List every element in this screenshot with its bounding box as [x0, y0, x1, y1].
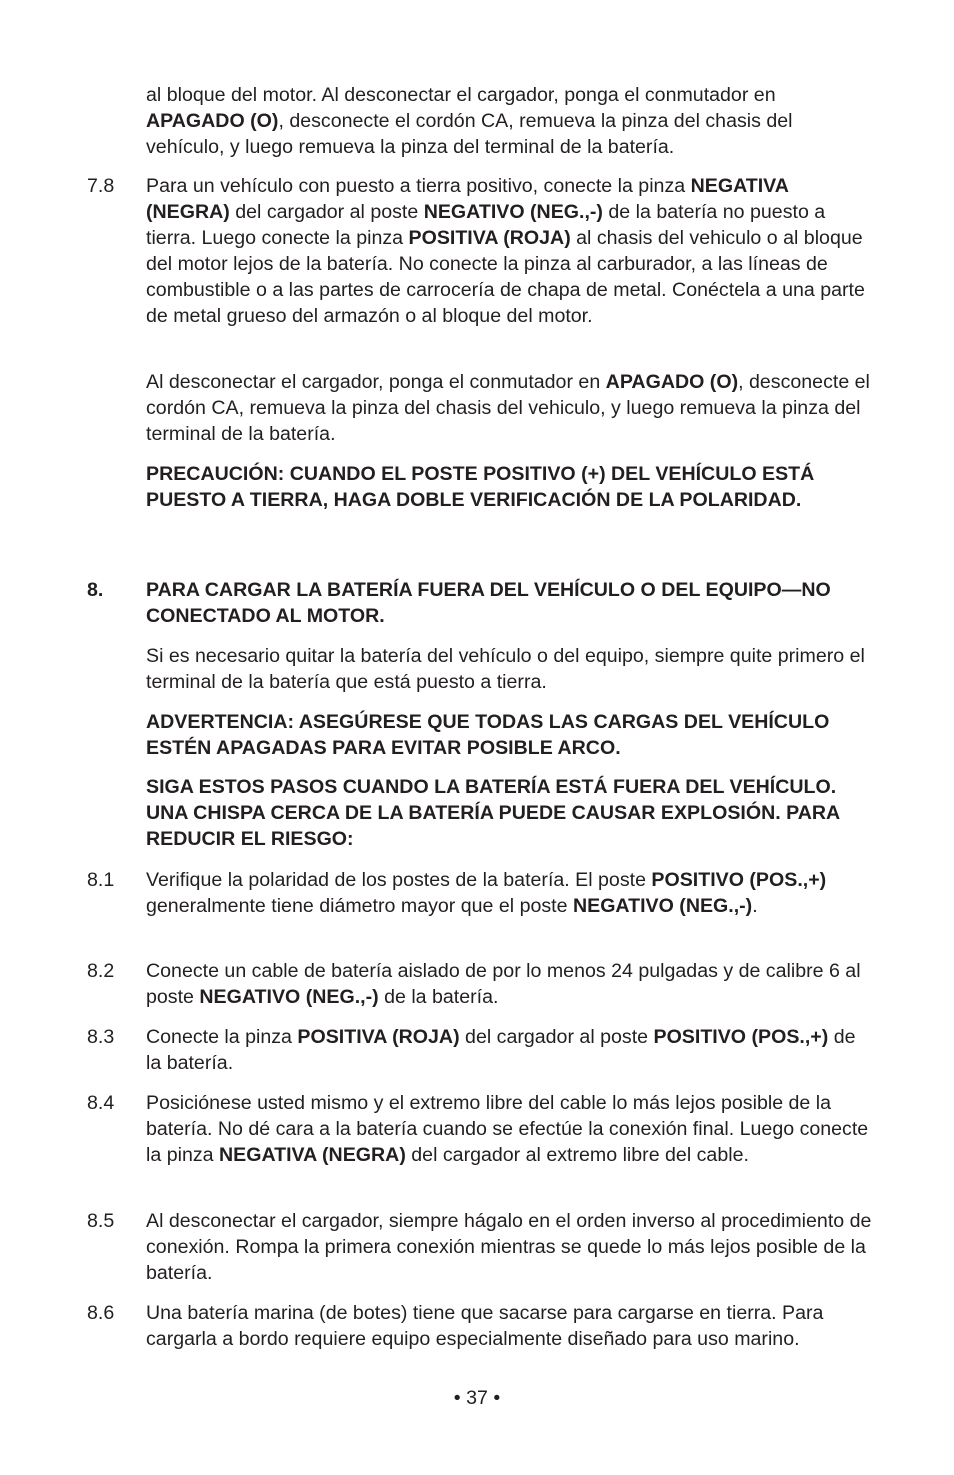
bold-text: NEGATIVO (NEG.,-)	[199, 986, 379, 1008]
item-7-8-text	[146, 173, 874, 329]
bold-text: APAGADO (O)	[146, 110, 279, 132]
text: Al desconectar el cargador, ponga el conmutador en	[146, 371, 606, 393]
text: del cargador al extremo libre del cable.	[405, 1144, 749, 1166]
text: de la batería.	[378, 986, 499, 1008]
item-8-5-text: Al desconectar el cargador, siempre hágalo en el orden inverso al procedimiento de conexión. Rompa la primera conexión mientras se quede lo más lejos posible de la batería.	[146, 1210, 872, 1284]
section-8-heading: PARA CARGAR LA BATERÍA FUERA DEL VEHÍCULO O DEL EQUIPO—NO CONECTADO AL MOTOR.	[146, 579, 831, 627]
item-8-2-text	[146, 958, 874, 1010]
item-8-6-text: Una batería marina (de botes) tiene que sacarse para cargarse en tierra. Para cargarla a bordo requiere equipo especialmente diseñado para uso marino.	[146, 1302, 824, 1350]
bold-text: NEGATIVO (NEG.,-)	[423, 201, 603, 223]
text: generalmente tiene diámetro mayor que el poste	[146, 895, 573, 917]
item-number-8-6: 8.6	[87, 1302, 115, 1324]
bold-text: NEGATIVO (NEG.,-)	[572, 895, 753, 917]
text: Posiciónese usted mismo y el extremo libre del cable lo más lejos posible de la batería. No dé cara a la batería cuando se efectúe la conexión final. Luego conecte la pinza	[146, 1092, 869, 1166]
page-number: • 37 •	[453, 1387, 501, 1409]
item-number-7-8: 7.8	[87, 175, 115, 197]
caution-note: PRECAUCIÓN: CUANDO EL POSTE POSITIVO (+) DEL VEHÍCULO ESTÁ PUESTO A TIERRA, HAGA DOBLE VERIFICACIÓN DE LA POLARIDAD.	[146, 463, 815, 511]
bold-text: POSITIVA (ROJA)	[297, 1026, 460, 1048]
item-number-8-4: 8.4	[87, 1092, 115, 1114]
item-number-8-5: 8.5	[87, 1210, 115, 1232]
text: de la batería.	[146, 1026, 856, 1074]
text: de la batería no puesto a tierra. Luego conecte la pinza	[146, 201, 826, 249]
text: al chasis del vehiculo o al bloque del motor lejos de la batería. No conecte la pinza al carburador, a las líneas de combustible o a las partes de carrocería de chapa de metal. Conéctela a una parte de metal grueso del armazón o al bloque del motor.	[146, 227, 865, 327]
item-8-1-text	[146, 867, 874, 919]
text: Conecte la pinza	[146, 1026, 298, 1048]
text: del cargador al poste	[229, 201, 424, 223]
text: al bloque del motor. Al desconectar el cargador, ponga el conmutador en	[146, 84, 776, 106]
item-number-8-2: 8.2	[87, 960, 115, 982]
bold-text: NEGATIVA (NEGRA)	[218, 1144, 406, 1166]
bold-text: APAGADO (O)	[605, 371, 739, 393]
item-8-4-text	[146, 1090, 874, 1168]
text: Conecte un cable de batería aislado de por lo menos 24 pulgadas y de calibre 6 al poste	[146, 960, 861, 1008]
item-number-8-3: 8.3	[87, 1026, 115, 1048]
section-number-8: 8.	[87, 579, 104, 601]
bold-text: NEGATIVA (NEGRA)	[146, 175, 789, 223]
bold-text: POSITIVO (POS.,+)	[651, 869, 827, 891]
warning-note: ADVERTENCIA: ASEGÚRESE QUE TODAS LAS CARGAS DEL VEHÍCULO ESTÉN APAGADAS PARA EVITAR POSIBLE ARCO.	[146, 711, 830, 759]
item-number-8-1: 8.1	[87, 869, 115, 891]
text: Para un vehículo con puesto a tierra positivo, conecte la pinza	[146, 175, 691, 197]
text: del cargador al poste	[459, 1026, 654, 1048]
paragraph-continuation	[146, 82, 874, 160]
item-7-8-disconnect	[146, 369, 874, 447]
text: Verifique la polaridad de los postes de la batería. El poste	[146, 869, 652, 891]
item-8-3-text	[146, 1024, 874, 1076]
text: , desconecte el cordón CA, remueva la pinza del chasis del vehículo, y luego remueva la pinza del terminal de la batería.	[146, 110, 793, 158]
text: .	[752, 895, 758, 917]
bold-text: POSITIVA (ROJA)	[408, 227, 571, 249]
text: , desconecte el cordón CA, remueva la pinza del chasis del vehiculo, y luego remueva la pinza del terminal de la batería.	[146, 371, 870, 445]
bold-text: POSITIVO (POS.,+)	[653, 1026, 829, 1048]
steps-note: SIGA ESTOS PASOS CUANDO LA BATERÍA ESTÁ FUERA DEL VEHÍCULO. UNA CHISPA CERCA DE LA BATERÍA PUEDE CAUSAR EXPLOSIÓN. PARA REDUCIR EL RIESGO:	[146, 776, 840, 850]
section-8-intro: Si es necesario quitar la batería del vehículo o del equipo, siempre quite primero el terminal de la batería que está puesto a tierra.	[146, 645, 865, 693]
